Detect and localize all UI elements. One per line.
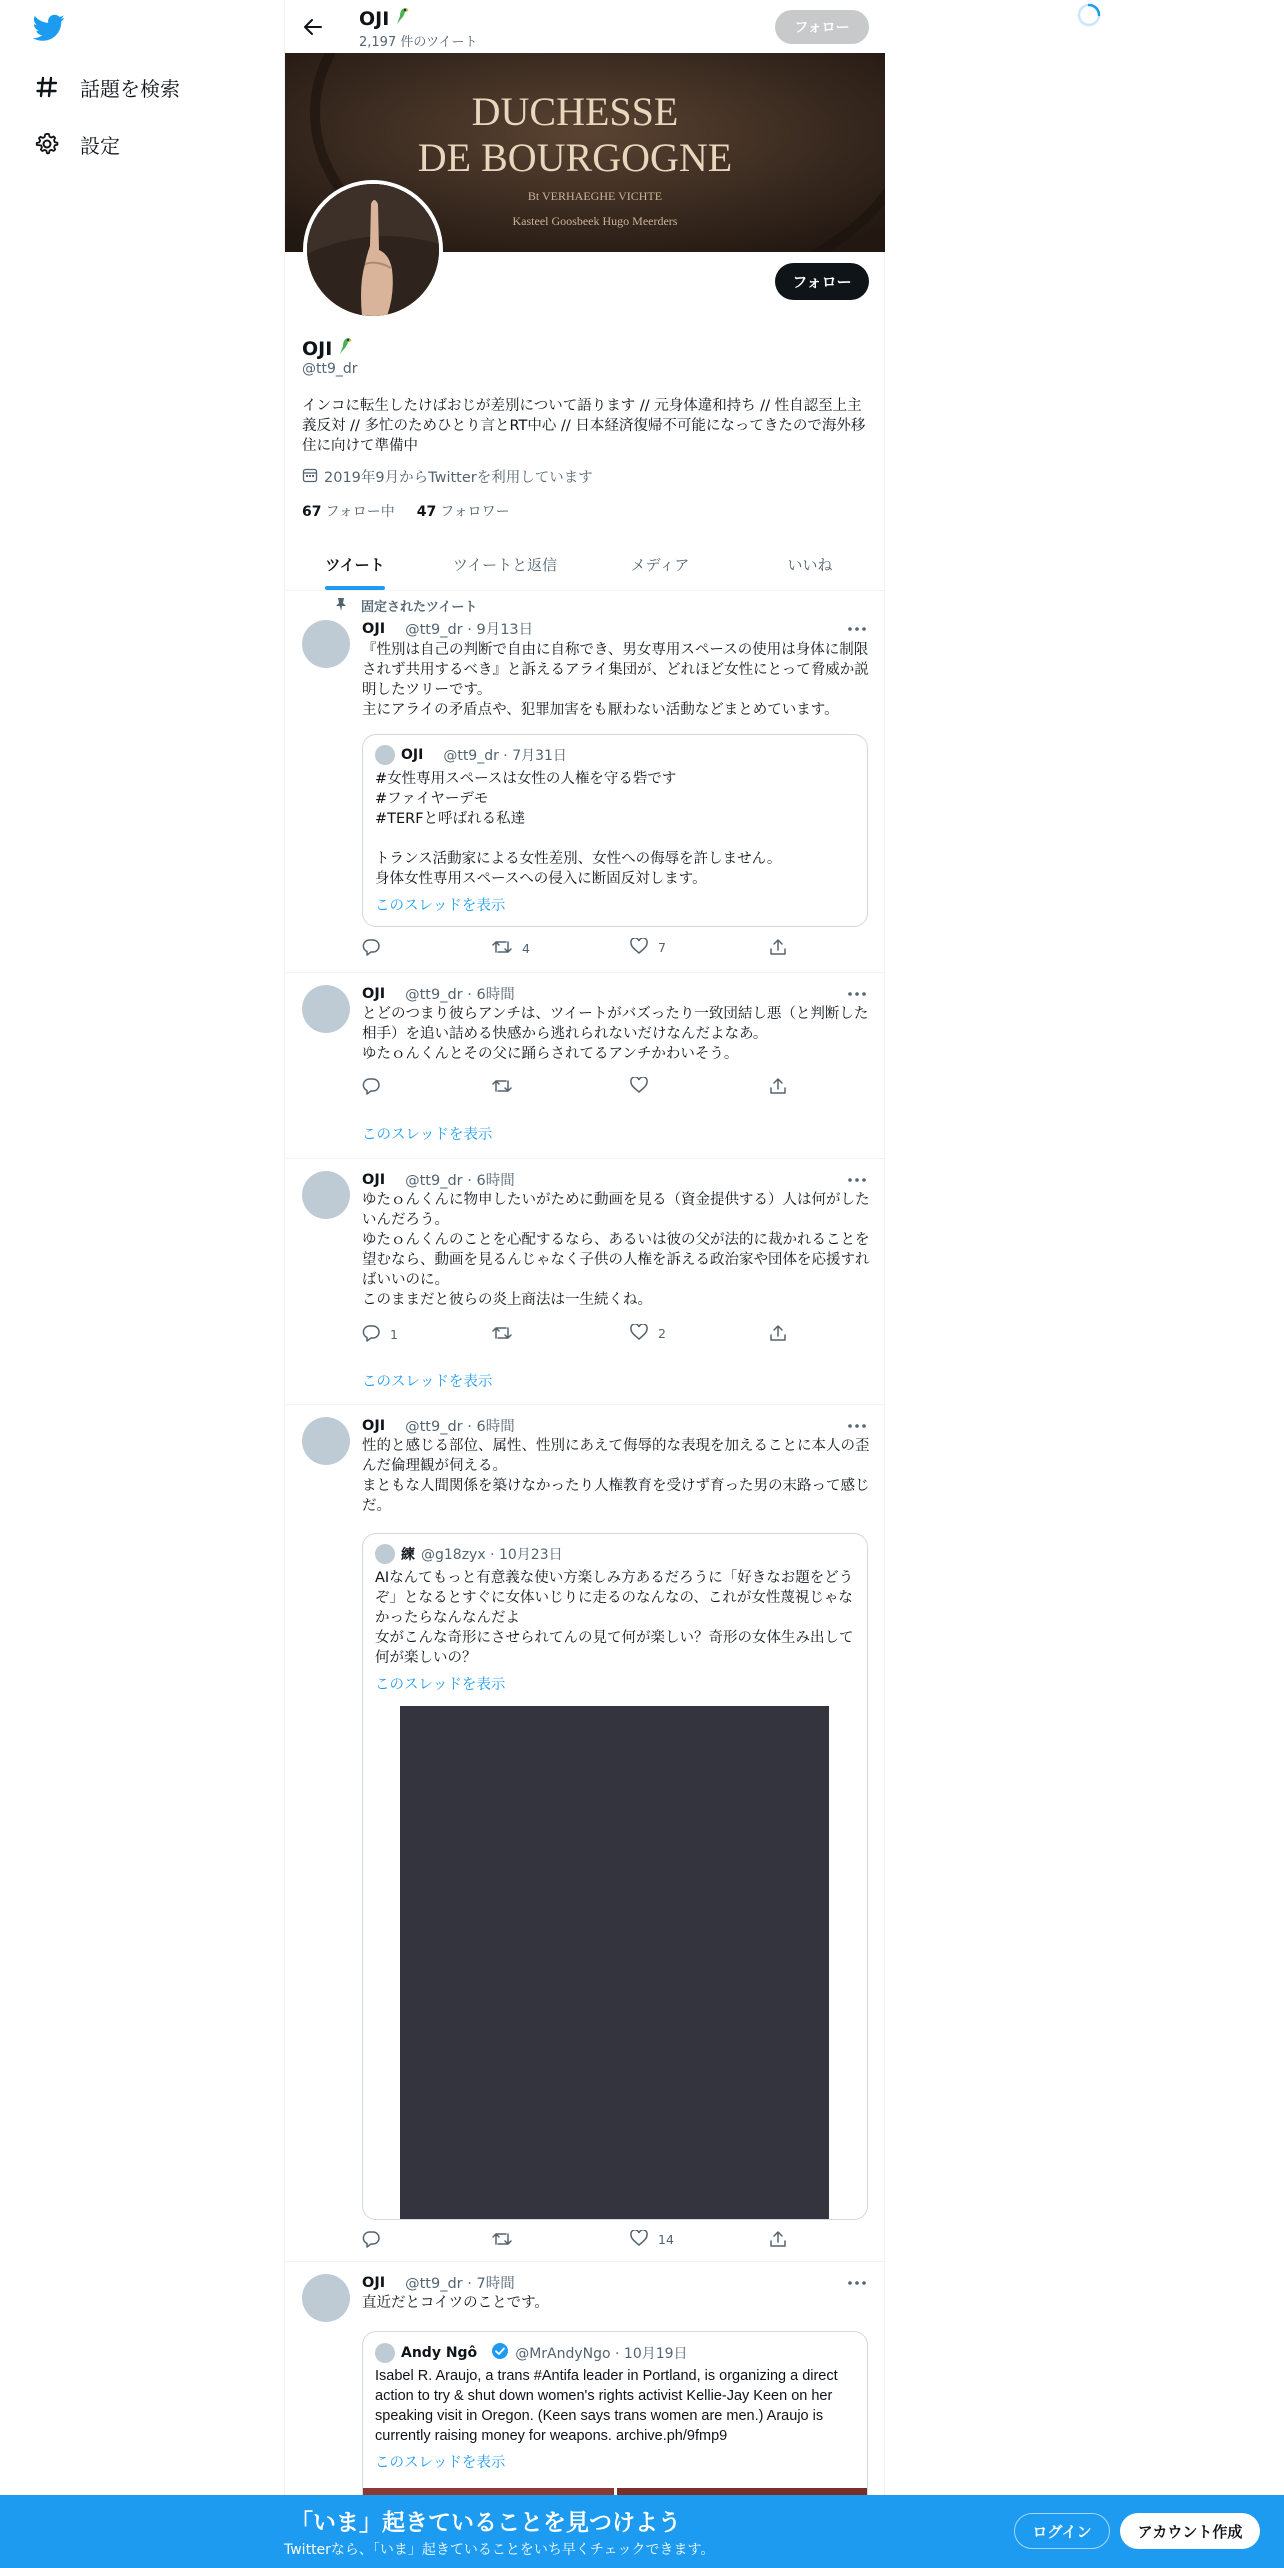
reply-icon	[362, 1324, 380, 1345]
banner-line3: Bt VERHAEGHE VICHTE	[527, 189, 663, 203]
quoted-tweet-header	[375, 2342, 688, 2364]
followers-link[interactable]	[417, 501, 510, 521]
tab-media-label: メディア	[630, 555, 690, 574]
quoted-tweet-text: AIなんてもっと有意義な使い方楽しみ方あるだろうに「好きなお題をどうぞ」となるとすぐに女体いじりに走るのなんなの、これが女性蔑視じゃなかったらなんなんだよ 女がこんな奇形にさせられてんの見て何が楽しい？奇形の女体生み出して何が楽しいの？	[375, 1570, 854, 1666]
retweet-button[interactable]	[492, 938, 530, 959]
tweet-header	[362, 983, 515, 1004]
retweet-icon	[492, 938, 512, 959]
profile-column	[284, 0, 885, 2568]
header-follow-button[interactable]: フォロー	[775, 10, 869, 44]
tweet-author-name[interactable]: OJI	[362, 2274, 386, 2291]
tweet-actions	[362, 1077, 802, 1097]
profile-avatar[interactable]	[303, 180, 443, 320]
nav-explore-label: 話題を検索	[80, 76, 180, 101]
banner-line2: DE BOURGOGNE	[417, 135, 733, 180]
share-icon	[770, 2230, 786, 2251]
like-button[interactable]	[630, 1324, 666, 1343]
signup-button[interactable]: アカウント作成	[1120, 2513, 1260, 2549]
heart-icon	[630, 938, 648, 957]
nav-settings-label: 設定	[80, 133, 120, 158]
more-options-icon[interactable]	[845, 1171, 869, 1189]
share-button[interactable]	[770, 1077, 786, 1098]
share-button[interactable]	[770, 2230, 786, 2251]
reply-count: 1	[390, 1327, 398, 1342]
reply-icon	[362, 1077, 380, 1098]
login-button[interactable]: ログイン	[1014, 2513, 1110, 2549]
quoted-tweet[interactable]	[362, 734, 868, 927]
tweet-card[interactable]	[285, 1405, 885, 2262]
tweet-text: とどのつまり彼らアンチは、ツイートがバズったり一致団結し悪（と判断した相手）を追い詰める快感から逃れられないだけなんだよなあ。 ゆたｏんくんとその父に踊らされてるアンチかわいそう。	[362, 1006, 869, 1062]
more-options-icon[interactable]	[845, 985, 869, 1003]
tab-likes[interactable]	[735, 538, 885, 590]
quoted-media-image[interactable]	[400, 1706, 829, 2219]
tweet-text: 直近だとコイツのことです。	[362, 2295, 549, 2311]
more-options-icon[interactable]	[845, 620, 869, 638]
quoted-handle-time: @g18zyx · 10月23日	[421, 1547, 563, 1563]
joined-text: 2019年9月からTwitterを利用しています	[324, 470, 593, 486]
tweet-handle-time[interactable]: @tt9_dr · 9月13日	[405, 622, 534, 638]
profile-tabs	[285, 538, 885, 591]
tweet-text: ゆたｏんくんに物申したいがために動画を見る（資金提供する）人は何がしたいんだろう。 ゆたｏんくんのことを心配するなら、あるいは彼の父が法的に裁かれることを望むなら、動画を見るんじゃなく子供の人権を訴える政治家や団体を応援すればいいのに。 このままだと彼らの炎上商法は一生続くね。	[362, 1192, 870, 1308]
header-name-text: OJI	[359, 7, 390, 30]
quoted-tweet-text: #女性専用スペースは女性の人権を守る砦です #ファイヤーデモ #TERFと呼ばれる私達 トランス活動家による女性差別、女性への侮辱を許しません。 身体女性専用スペースへの侵入に断固反対します。	[375, 771, 782, 887]
tweet-actions	[362, 938, 802, 958]
reply-button[interactable]	[362, 938, 380, 959]
quoted-tweet-text: Isabel R. Araujo, a trans #Antifa leader in Portland, is organizing a direct action to try & shut down women's rights activist Kellie-Jay Keen on her speaking visit in Oregon. (Keen says trans women are men.) Araujo is currently raising money for weapons. archive.ph/9fmp9	[375, 2368, 838, 2444]
tweet-avatar[interactable]	[302, 985, 350, 1033]
tweet-header	[362, 2272, 515, 2293]
quoted-author-name: 練	[401, 1547, 415, 1563]
twitter-logo-icon[interactable]	[33, 14, 65, 42]
gear-icon	[34, 131, 60, 157]
tweet-avatar[interactable]	[302, 1417, 350, 1465]
tweet-text: 『性別は自己の判断で自由に自称でき、男女専用スペースの使用は身体に制限されず共用するべき』と訴えるアライ集団が、どれほど女性にとって脅威か説明したツリーです。 主にアライの矛盾点や、犯罪加害をも厭わない活動などまとめています。	[362, 642, 869, 718]
tab-tweets[interactable]	[285, 538, 425, 590]
like-button[interactable]	[630, 1077, 648, 1096]
quoted-avatar	[375, 2343, 395, 2363]
heart-icon	[630, 1077, 648, 1096]
show-thread-link[interactable]: このスレッドを表示	[362, 1374, 493, 1390]
profile-joined-date	[302, 466, 593, 487]
share-button[interactable]	[770, 1324, 786, 1345]
retweet-button[interactable]	[492, 1077, 512, 1098]
like-count: 14	[658, 2232, 674, 2247]
quoted-avatar	[375, 1544, 395, 1564]
calendar-icon	[302, 467, 318, 487]
tab-likes-label: いいね	[787, 555, 833, 574]
tweet-actions	[362, 1324, 802, 1344]
tweet-header	[362, 1415, 515, 1436]
retweet-button[interactable]	[492, 1324, 512, 1345]
signup-prompt-bar	[0, 2495, 1284, 2568]
retweet-icon	[492, 1077, 512, 1098]
quoted-show-thread-link[interactable]: このスレッドを表示	[375, 2455, 506, 2471]
followers-label: フォロワー	[440, 504, 510, 520]
tweet-author-name[interactable]: OJI	[362, 620, 386, 637]
share-icon	[770, 938, 786, 959]
following-count: 67	[302, 504, 322, 520]
signup-prompt-title: 「いま」起きていることを見つけよう	[290, 2510, 681, 2536]
like-button[interactable]	[630, 938, 666, 957]
profile-bio: インコに転生したけばおじが差別について語ります // 元身体違和持ち // 性自認至上主義反対 // 多忙のためひとり言とRT中心 // 日本経済復帰不可能になってきたので海外移住に向けて準備中	[302, 398, 866, 454]
tweet-avatar[interactable]	[302, 2274, 350, 2322]
pinned-label-text: 固定されたツイート	[361, 600, 478, 615]
tweet-card[interactable]	[285, 973, 885, 1159]
quoted-tweet[interactable]	[362, 1533, 868, 2220]
profile-display-name	[302, 336, 354, 361]
quoted-tweet-header	[375, 745, 567, 765]
banner-line4: Kasteel Goosbeek Hugo Meerders	[512, 214, 678, 228]
verified-badge-icon	[491, 2342, 509, 2364]
reply-icon	[362, 938, 380, 959]
tweet-card[interactable]	[285, 1159, 885, 1405]
quoted-avatar	[375, 745, 395, 765]
tweet-handle-time[interactable]: @tt9_dr · 6時間	[405, 1419, 515, 1435]
tweet-handle-time[interactable]: @tt9_dr · 6時間	[405, 1173, 515, 1189]
tweet-actions	[362, 2230, 802, 2250]
quoted-author-name: Andy Ngô	[401, 2345, 478, 2361]
back-arrow-icon[interactable]	[297, 11, 329, 43]
follow-button[interactable]: フォロー	[775, 263, 869, 300]
profile-stats	[302, 501, 510, 521]
nav-explore[interactable]	[34, 67, 180, 107]
retweet-icon	[492, 1324, 512, 1345]
reply-icon	[362, 2230, 380, 2251]
show-thread-link[interactable]: このスレッドを表示	[362, 1127, 493, 1143]
profile-handle: @tt9_dr	[302, 361, 358, 377]
heart-icon	[630, 1324, 648, 1343]
reply-button[interactable]	[362, 2230, 380, 2251]
parrot-emoji-icon	[391, 6, 411, 31]
more-options-icon[interactable]	[845, 1417, 869, 1435]
quoted-show-thread-link[interactable]: このスレッドを表示	[375, 1677, 506, 1693]
like-button[interactable]	[630, 2230, 674, 2249]
profile-name-text: OJI	[302, 337, 333, 360]
signup-prompt-subtitle: Twitterなら、「いま」起きていることをいち早くチェックできます。	[284, 2542, 715, 2558]
tab-tweets-label: ツイート	[325, 555, 385, 574]
like-count: 7	[658, 940, 666, 955]
tweet-header	[362, 618, 533, 639]
heart-icon	[630, 2230, 648, 2249]
banner-line1: DUCHESSE	[471, 89, 679, 134]
like-count: 2	[658, 1326, 666, 1341]
reply-button[interactable]	[362, 1077, 380, 1098]
tweet-author-name[interactable]: OJI	[362, 985, 386, 1002]
retweet-count: 4	[522, 941, 530, 956]
tweet-avatar[interactable]	[302, 1171, 350, 1219]
following-label: フォロー中	[325, 504, 395, 520]
tab-replies-label: ツイートと返信	[452, 555, 558, 574]
tweet-author-name[interactable]: OJI	[362, 1417, 386, 1434]
parrot-emoji-icon	[334, 336, 354, 361]
tweet-handle-time[interactable]: @tt9_dr · 7時間	[405, 2276, 515, 2292]
share-icon	[770, 1077, 786, 1098]
tweet-text: 性的と感じる部位、属性、性別にあえて侮辱的な表現を加えることに本人の歪んだ倫理観が伺える。 まともな人間関係を築けなかったり人権教育を受けず育った男の末路って感じだ。	[362, 1438, 870, 1514]
tweet-handle-time[interactable]: @tt9_dr · 6時間	[405, 987, 515, 1003]
share-button[interactable]	[770, 938, 786, 959]
quoted-author-name: OJI	[401, 747, 424, 763]
reply-button[interactable]	[362, 1324, 398, 1345]
tweet-card[interactable]	[285, 590, 885, 973]
retweet-icon	[492, 2230, 512, 2251]
tab-tweets-and-replies[interactable]	[425, 538, 585, 590]
header-display-name	[359, 6, 411, 31]
nav-settings[interactable]	[34, 124, 120, 164]
quoted-show-thread-link[interactable]: このスレッドを表示	[375, 898, 506, 914]
tweet-author-name[interactable]: OJI	[362, 1171, 386, 1188]
profile-header-bar	[285, 0, 885, 53]
tab-media[interactable]	[585, 538, 735, 590]
header-tweet-count: 2,197 件のツイート	[359, 35, 478, 50]
retweet-button[interactable]	[492, 2230, 512, 2251]
tweet-header	[362, 1169, 515, 1190]
quoted-handle-time: @tt9_dr · 7月31日	[443, 748, 567, 764]
tweet-avatar[interactable]	[302, 620, 350, 668]
quoted-tweet-header	[375, 1544, 563, 1564]
followers-count: 47	[416, 504, 437, 520]
loading-spinner-icon	[1076, 2, 1102, 28]
quoted-handle-time: @MrAndyNgo · 10月19日	[515, 2346, 688, 2362]
more-options-icon[interactable]	[845, 2274, 869, 2292]
hashtag-icon	[34, 74, 60, 100]
following-link[interactable]	[302, 501, 395, 521]
share-icon	[770, 1324, 786, 1345]
